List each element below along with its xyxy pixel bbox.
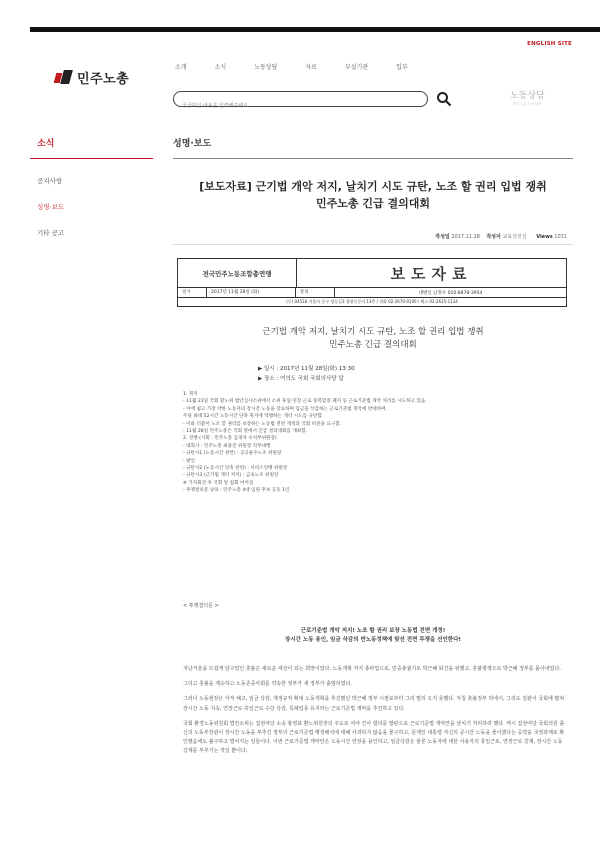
date-value: 2017.11.28 <box>451 234 480 240</box>
labor-consult-link[interactable] <box>510 88 545 107</box>
body-line: - 11월 28일 민주노총은 국회 앞에서 긴급 결의대회를 개최함. <box>183 429 308 435</box>
decl-paragraph: 그리고 촛불을 계승하고 노동존중사회를 약속한 정부가 새 정부가 출범하였다. <box>183 681 352 688</box>
search-box <box>173 91 428 107</box>
release-footer: (우) 04518 서울시 중구 정동길3 경향신문사 13층 / 전화 02-2670-9100 / 팩스 02-2635-1134 <box>286 299 458 304</box>
decl-paragraph: 지난겨울을 뜨겁게 달구었던 촛불은 새로운 세상이 되는 희망이었다. 노동개혁 저지 총파업으로, 민중총궐기로 박근혜 퇴진을 위했고, 촛불항쟁으로 박근혜 정부를 몰아내었다. <box>183 666 561 672</box>
decl-paragraph: 그러나 노동현장은 아직 해고, 임금 삭감, 계정규직 확대 노동개혁을 추진했던 박근혜 정부 시절로부터 그리 멀리 오지 못했다. 자칭 촛불정부 하에서, 그리도 김관이 국회에 펼쳐 장시간 노동 지속, 연장근로·휴일근로 수당 삭감, 특례업종 유지라는 근로기준법 개악을 추진하고 있다. <box>183 696 565 712</box>
nav-item-consult[interactable]: 노동상담 <box>254 64 278 71</box>
top-bar <box>30 27 600 32</box>
release-date: 2017년 11월 28일 (화) <box>207 288 296 297</box>
site-logo[interactable] <box>55 68 129 87</box>
decl-paragraph: 국회 환경노동위원회 법안소위는 집권여당 소속 홍영표 환노위원장의 주도로 여야 간사 합의를 발판으로 근로기준법 개악안을 날치기 처리하려 했다. 역시 집권여당 국회의원 출신의 노동부장관이 장시간 노동을 부추긴 정부의 근로기준법 행정해석에 대해 사과하지 않음을 물구하고, 문재인 대통령 자신의 공시간 노동을 줄이겠다는 공약을 국정과제로 확인했음에도 불구하고 벌어지는 일들이다. 이번 근로기준법 개악안은 노동시간 연장을 용인하고, 임금삭감은 물론 노동자에 대한 사용자의 휴일근로, 연장근로 강제, 장시간 노동 강제를 부추기는 것일 뿐이다. <box>183 720 565 755</box>
title-divider <box>173 158 573 159</box>
nav-item-data[interactable]: 자료 <box>305 64 317 71</box>
body-line: ※ 기자회견 후 국회 앞 집회 이어짐 <box>183 480 254 486</box>
body-line: - 11월 23일 국회 환노위 법안심사소위에서 소위 휴일·연장 근로 중복할증 폐지 등 근로기준법 개악 처리를 시도하고 있음. <box>183 399 427 405</box>
release-big-title: 보도자료 <box>390 264 473 283</box>
nav-item-join[interactable]: 입부 <box>396 64 408 71</box>
main-nav <box>175 62 436 71</box>
document-body <box>183 391 568 495</box>
body-line: 1. 취지 <box>183 392 198 397</box>
event-time: ▶ 일시 : 2017년 11월 28일(화) 13:30 <box>258 366 355 372</box>
search-input[interactable] <box>174 99 422 113</box>
body-line: 2. 진행 (사회 : 민주노총 김경자 수석부위원장) <box>183 436 277 442</box>
meta-divider <box>173 244 573 245</box>
labor-consult-sub: 민주노총 노동상담 <box>513 102 542 106</box>
article-title-line2: 민주노총 긴급 결의대회 <box>316 197 430 210</box>
nav-item-news[interactable]: 소식 <box>214 64 227 71</box>
nav-item-affiliates[interactable]: 부설기관 <box>344 64 369 71</box>
body-line: - 이에 쉽고 가장 약한 노동자의 장시간 노동을 강요하며 임금을 삭감하는 근로기준법 개악에 반대하며, <box>183 406 388 412</box>
release-contact: 대변인 남정수 010-8878-3954 <box>418 290 483 296</box>
nav-item-intro[interactable]: 소개 <box>175 64 187 71</box>
body-line: - 발언 <box>183 458 195 464</box>
author-value: 교육선전실 <box>502 234 527 240</box>
body-line: 주당 최대 52시간 노동시간 단축 취지에 역행하는 개악 시도를 규탄함. <box>183 414 324 420</box>
body-line: - 규탄사1 (노동시간 관련) : 공공운수노조 위원장 <box>183 451 282 457</box>
article-meta <box>435 233 567 240</box>
declaration-label: < 투쟁결의문 > <box>183 603 219 609</box>
decl-line1: 근로기준법 개악 저지! 노조 할 권리 보장 노동법 전면 개정! <box>300 628 446 634</box>
article-title-line1: [보도자료] 근기법 개악 저지, 날치기 시도 규탄, 노조 할 권리 입법 쟁취 <box>199 180 547 193</box>
sidebar-title: 소식 <box>37 139 55 149</box>
labor-consult-title: 노동상담 <box>510 91 545 101</box>
body-line: - 대회사 : 민주노총 최종진 위원장 직무대행 <box>183 443 271 449</box>
author-label: 작성자 <box>486 234 501 240</box>
search-icon[interactable] <box>436 91 452 107</box>
document-subtitle <box>173 326 573 352</box>
sidebar-item-other[interactable]: 기타 공고 <box>37 229 65 237</box>
doc-sub-line1: 근기법 개악 저지, 날치기 시도 규탄, 노조 할 권리 입법 쟁취 <box>262 327 484 337</box>
body-line: - 규탄사3 (근기법 개악 저지) : 금속노조 위원장 <box>183 473 279 479</box>
date-label: 작성일 <box>435 234 450 240</box>
body-line: - 이와 더불어 노조 할 권리를 보장하는 노동법 전면 개정과 국회 비준을 요구함. <box>183 421 342 427</box>
sidebar-divider <box>30 158 153 159</box>
declaration-title <box>173 627 573 645</box>
sidebar-menu <box>37 176 64 254</box>
decl-line2: 장시간 노동 용인, 임금 삭감의 반노동정책에 맞선 전면 투쟁을 선언한다! <box>285 637 461 643</box>
doc-sub-line2: 민주노총 긴급 결의대회 <box>329 340 417 350</box>
body-line: - 투쟁결의문 낭독 : 민주노총 4대 임원 후보 공동 1인 <box>183 488 290 494</box>
sidebar-item-statement[interactable]: 성명·보도 <box>37 203 65 211</box>
press-release-header <box>177 258 567 307</box>
english-site-link[interactable]: ENGLISH SITE <box>527 41 572 47</box>
sidebar-item-notice[interactable]: 공지사항 <box>37 177 63 185</box>
event-info <box>258 364 355 384</box>
release-date-label: 일시 <box>178 288 207 297</box>
release-contact-label: 문의 <box>296 288 335 297</box>
logo-icon <box>55 70 73 85</box>
body-line: - 규탄사2 (노동시간 단축 관련) : 서비스연맹 위원장 <box>183 466 288 472</box>
event-place: ▶ 장소 : 여의도 국회 국회의사당 앞 <box>258 376 344 382</box>
page-title: 성명·보도 <box>173 139 212 149</box>
declaration-body <box>183 665 568 763</box>
views-value: 1031 <box>554 234 567 240</box>
article-title <box>173 178 573 212</box>
release-org: 전국민주노동조합총연맹 <box>178 259 297 287</box>
views-label: Views <box>536 234 553 240</box>
logo-text: 민주노총 <box>77 72 130 87</box>
